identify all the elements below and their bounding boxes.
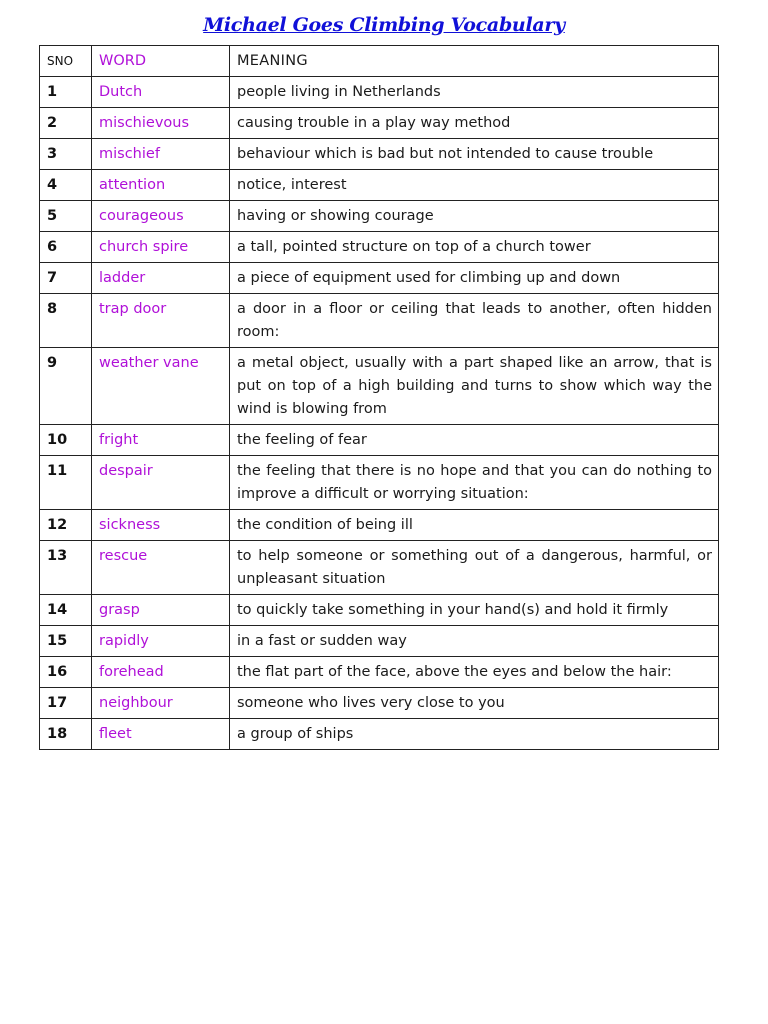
vocab-meaning: the feeling of fear: [230, 425, 719, 456]
vocab-word: forehead: [92, 657, 230, 688]
table-row: [40, 139, 719, 170]
row-number: 14: [40, 595, 92, 626]
row-number: 3: [40, 139, 92, 170]
vocab-word: Dutch: [92, 77, 230, 108]
row-number: 8: [40, 294, 92, 348]
vocab-meaning: someone who lives very close to you: [230, 688, 719, 719]
vocab-word: despair: [92, 456, 230, 510]
row-number: 6: [40, 232, 92, 263]
vocab-word: sickness: [92, 510, 230, 541]
row-number: 10: [40, 425, 92, 456]
vocab-word: attention: [92, 170, 230, 201]
header-sno: SNO: [40, 46, 92, 77]
table-row: [40, 688, 719, 719]
header-meaning: MEANING: [230, 46, 719, 77]
row-number: 12: [40, 510, 92, 541]
row-number: 16: [40, 657, 92, 688]
row-number: 9: [40, 348, 92, 425]
row-number: 18: [40, 719, 92, 750]
vocab-word: church spire: [92, 232, 230, 263]
vocab-word: mischief: [92, 139, 230, 170]
vocab-meaning: a door in a floor or ceiling that leads to another, often hidden room:: [230, 294, 719, 348]
table-row: [40, 657, 719, 688]
table-row: [40, 595, 719, 626]
vocab-meaning: a piece of equipment used for climbing up and down: [230, 263, 719, 294]
table-row: [40, 348, 719, 425]
row-number: 2: [40, 108, 92, 139]
vocab-word: fleet: [92, 719, 230, 750]
vocab-word: courageous: [92, 201, 230, 232]
vocab-meaning: a metal object, usually with a part shaped like an arrow, that is put on top of a high building and turns to show which way the wind is blowing from: [230, 348, 719, 425]
table-row: [40, 201, 719, 232]
vocab-meaning: a tall, pointed structure on top of a church tower: [230, 232, 719, 263]
vocab-meaning: to quickly take something in your hand(s) and hold it firmly: [230, 595, 719, 626]
table-row: [40, 425, 719, 456]
vocab-meaning: the flat part of the face, above the eyes and below the hair:: [230, 657, 719, 688]
row-number: 1: [40, 77, 92, 108]
vocab-word: rapidly: [92, 626, 230, 657]
page-title: Michael Goes Climbing Vocabulary: [203, 14, 565, 36]
vocab-word: grasp: [92, 595, 230, 626]
row-number: 13: [40, 541, 92, 595]
table-row: [40, 456, 719, 510]
header-word: WORD: [92, 46, 230, 77]
table-row: [40, 719, 719, 750]
table-row: [40, 170, 719, 201]
table-row: [40, 541, 719, 595]
vocab-word: trap door: [92, 294, 230, 348]
vocab-meaning: notice, interest: [230, 170, 719, 201]
vocab-word: mischievous: [92, 108, 230, 139]
vocab-meaning: causing trouble in a play way method: [230, 108, 719, 139]
vocab-meaning: people living in Netherlands: [230, 77, 719, 108]
vocab-meaning: the feeling that there is no hope and that you can do nothing to improve a difficult or worrying situation:: [230, 456, 719, 510]
table-row: [40, 108, 719, 139]
vocab-word: rescue: [92, 541, 230, 595]
vocab-meaning: the condition of being ill: [230, 510, 719, 541]
vocab-meaning: in a fast or sudden way: [230, 626, 719, 657]
row-number: 5: [40, 201, 92, 232]
table-row: [40, 77, 719, 108]
row-number: 7: [40, 263, 92, 294]
vocabulary-table: [39, 45, 719, 750]
table-row: [40, 626, 719, 657]
row-number: 11: [40, 456, 92, 510]
table-row: [40, 510, 719, 541]
row-number: 4: [40, 170, 92, 201]
table-row: [40, 294, 719, 348]
table-header-row: [40, 46, 719, 77]
vocab-meaning: having or showing courage: [230, 201, 719, 232]
table-row: [40, 232, 719, 263]
vocab-word: neighbour: [92, 688, 230, 719]
vocab-meaning: behaviour which is bad but not intended to cause trouble: [230, 139, 719, 170]
vocab-meaning: to help someone or something out of a dangerous, harmful, or unpleasant situation: [230, 541, 719, 595]
vocab-word: ladder: [92, 263, 230, 294]
table-row: [40, 263, 719, 294]
vocab-word: fright: [92, 425, 230, 456]
row-number: 17: [40, 688, 92, 719]
vocab-meaning: a group of ships: [230, 719, 719, 750]
vocab-word: weather vane: [92, 348, 230, 425]
row-number: 15: [40, 626, 92, 657]
